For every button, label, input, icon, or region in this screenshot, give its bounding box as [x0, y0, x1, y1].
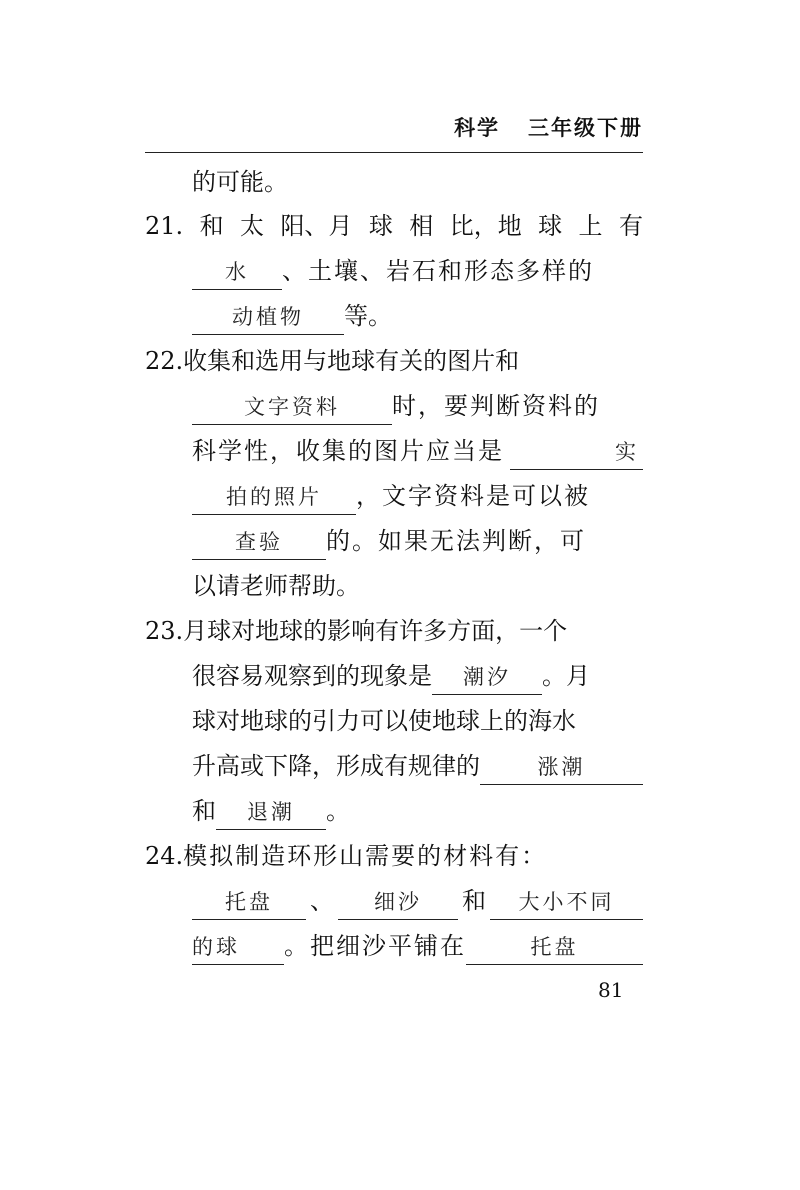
answer-blank: 大小不同 [490, 885, 643, 920]
answer-blank: 拍的照片 [192, 480, 356, 515]
question-23-line-4: 升高或下降，形成有规律的 涨潮 [192, 746, 643, 786]
answer-blank: 文字资料 [192, 390, 392, 425]
question-number: 21. [145, 212, 184, 240]
question-23-line-3: 球对地球的引力可以使地球上的海水 [192, 707, 576, 735]
question-22-line-5: 查验 的。如果无法判断，可 [192, 521, 586, 561]
question-24-line-2: 托盘 、 细沙 和 大小不同 [192, 881, 643, 921]
question-22-line-4: 拍的照片 ，文字资料是可以被 [192, 476, 590, 516]
question-number: 22. [145, 347, 184, 375]
answer-blank: 涨潮 [480, 750, 643, 785]
answer-blank: 实 [510, 435, 643, 470]
question-22-line-6: 以请老师帮助。 [192, 572, 360, 600]
question-23-line-2: 很容易观察到的现象是 潮汐 。月 [192, 656, 590, 696]
question-21-line-1: 21. 和 太 阳、月 球 相 比，地 球 上 有 [145, 206, 643, 246]
question-22-line-3: 科学性，收集的图片应当是 实 [192, 431, 643, 471]
question-21-line-2: 水 、土壤、岩石和形态多样的 [192, 251, 643, 291]
answer-blank: 查验 [192, 525, 326, 560]
question-23-line-1: 23.月球对地球的影响有许多方面，一个 [145, 617, 568, 645]
answer-blank: 的球 [192, 930, 284, 965]
page-header [145, 112, 643, 153]
question-number: 24. [145, 842, 184, 870]
question-24-line-3: 的球 。把细沙平铺在 托盘 [192, 926, 643, 966]
answer-blank: 托盘 [192, 885, 306, 920]
question-number: 23. [145, 617, 184, 645]
question-21-line-3: 动植物 等。 [192, 296, 392, 336]
text-line: 的可能。 [192, 168, 288, 196]
answer-blank: 退潮 [216, 795, 326, 830]
answer-blank: 细沙 [338, 885, 458, 920]
question-23-line-5: 和 退潮 。 [192, 791, 350, 831]
answer-blank: 潮汐 [432, 660, 542, 695]
header-title: 科学 三年级下册 [454, 116, 643, 140]
question-24-line-1: 24.模拟制造环形山需要的材料有： [145, 842, 548, 870]
page-number: 81 [598, 978, 624, 1002]
question-22-line-2: 文字资料 时，要判断资料的 [192, 386, 600, 426]
answer-blank: 托盘 [466, 930, 643, 965]
question-22-line-1: 22.收集和选用与地球有关的图片和 [145, 347, 520, 375]
answer-blank: 动植物 [192, 300, 344, 335]
answer-blank: 水 [192, 255, 282, 290]
